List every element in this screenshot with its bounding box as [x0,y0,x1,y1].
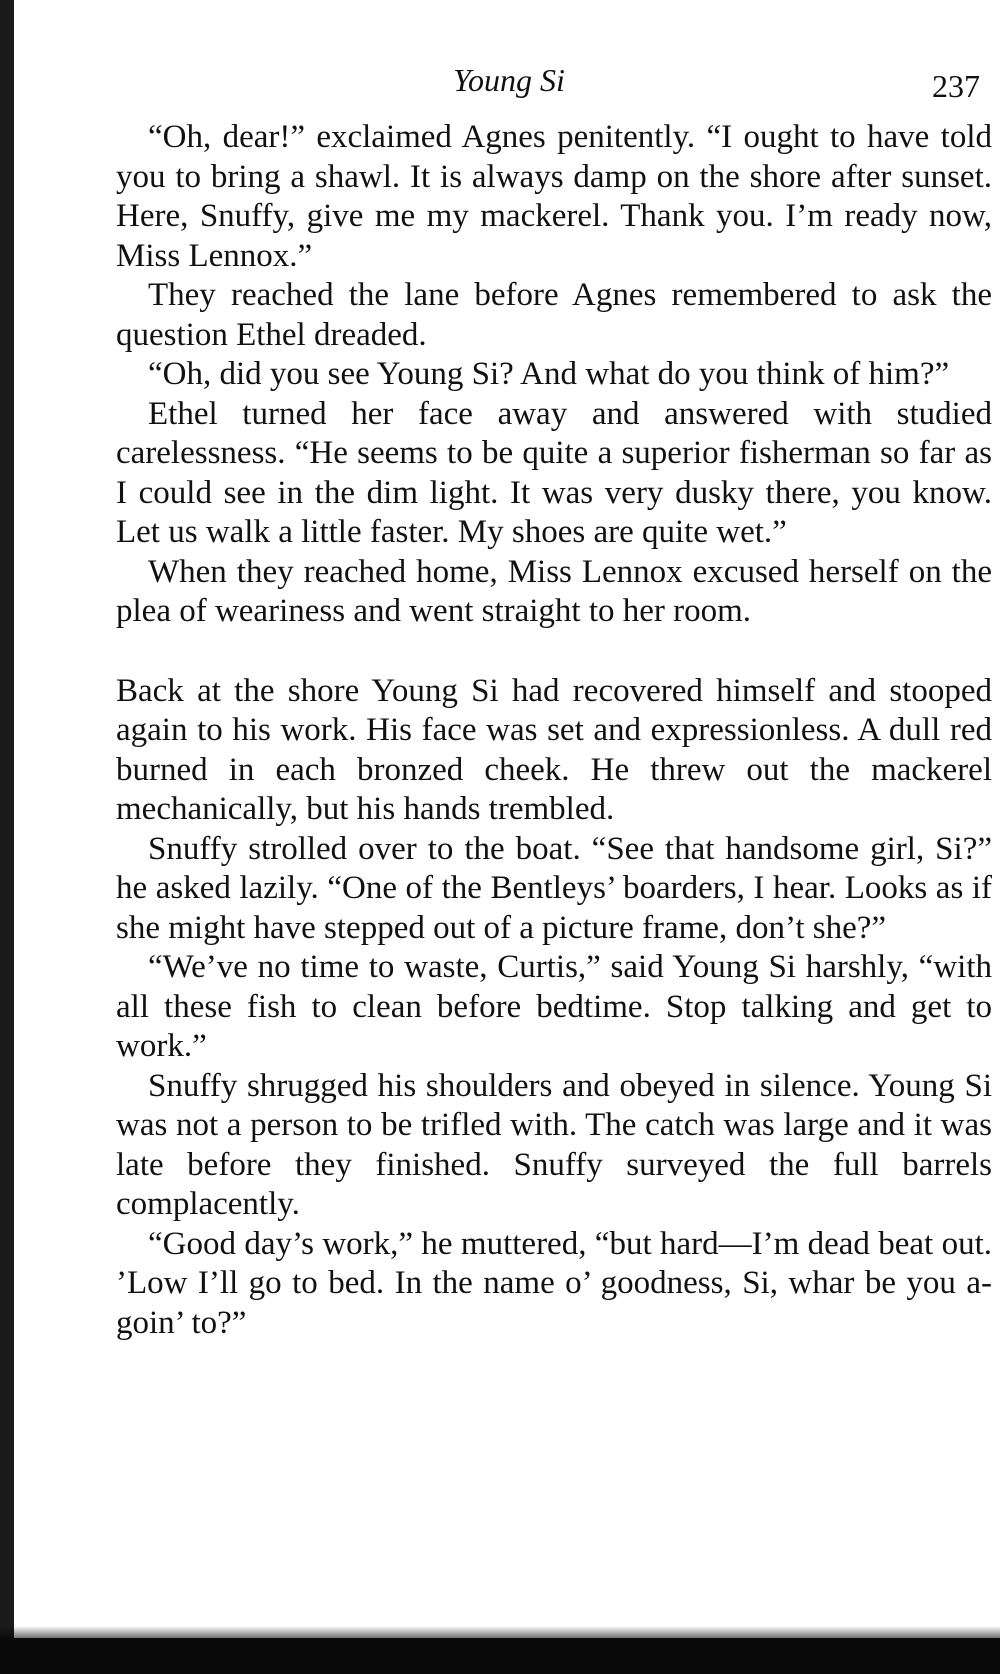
paragraph: Snuffy shrugged his shoulders and obeyed in silence. Young Si was not a person to be trifled with. The catch was large and it was late before they finished. Snuffy surveyed the full barrels complacently. [116,1067,992,1222]
paragraph: “Good day’s work,” he muttered, “but hard—I’m dead beat out. ’Low I’ll go to bed. In the name o’ goodness, Si, whar be you a-goin’ to?” [116,1225,992,1341]
page-body [116,118,992,1343]
paragraph: Ethel turned her face away and answered with studied carelessness. “He seems to be quite a superior fisherman so far as I could see in the dim light. It was very dusky there, you know. Let us walk a little faster. My shoes are quite wet.” [116,395,992,550]
paragraph: Snuffy strolled over to the boat. “See that handsome girl, Si?” he asked lazily. “One of the Bentleys’ boarders, I hear. Looks as if she might have stepped out of a picture frame, don’t she?” [116,830,992,946]
scan-bottom-shadow [0,1626,1000,1638]
book-page [116,56,992,1343]
paragraph: They reached the lane before Agnes remembered to ask the question Ethel dreaded. [116,277,992,353]
scan-bottom-edge [0,1638,1000,1674]
paragraph: Back at the shore Young Si had recovered himself and stooped again to his work. His face was set and expressionless. A dull red burned in each bronzed cheek. He threw out the mackerel mechanically, but his hands trembled. [116,672,992,827]
section-break [116,632,992,672]
page-number: 237 [932,68,980,104]
paragraph: “We’ve no time to waste, Curtis,” said Young Si harshly, “with all these fish to clean before bedtime. Stop talking and get to work.” [116,949,992,1064]
paragraph: When they reached home, Miss Lennox excused herself on the plea of weariness and went straight to her room. [116,553,992,629]
paragraph: “Oh, dear!” exclaimed Agnes penitently. “I ought to have told you to bring a shawl. It is always damp on the shore after sunset. Here, Snuffy, give me my mackerel. Thank you. I’m ready now, Miss Lennox.” [116,119,992,274]
scan-left-edge [0,0,14,1674]
paragraph: “Oh, did you see Young Si? And what do you think of him?” [148,356,950,392]
page-header [116,56,992,106]
running-head: Young Si [453,62,565,98]
